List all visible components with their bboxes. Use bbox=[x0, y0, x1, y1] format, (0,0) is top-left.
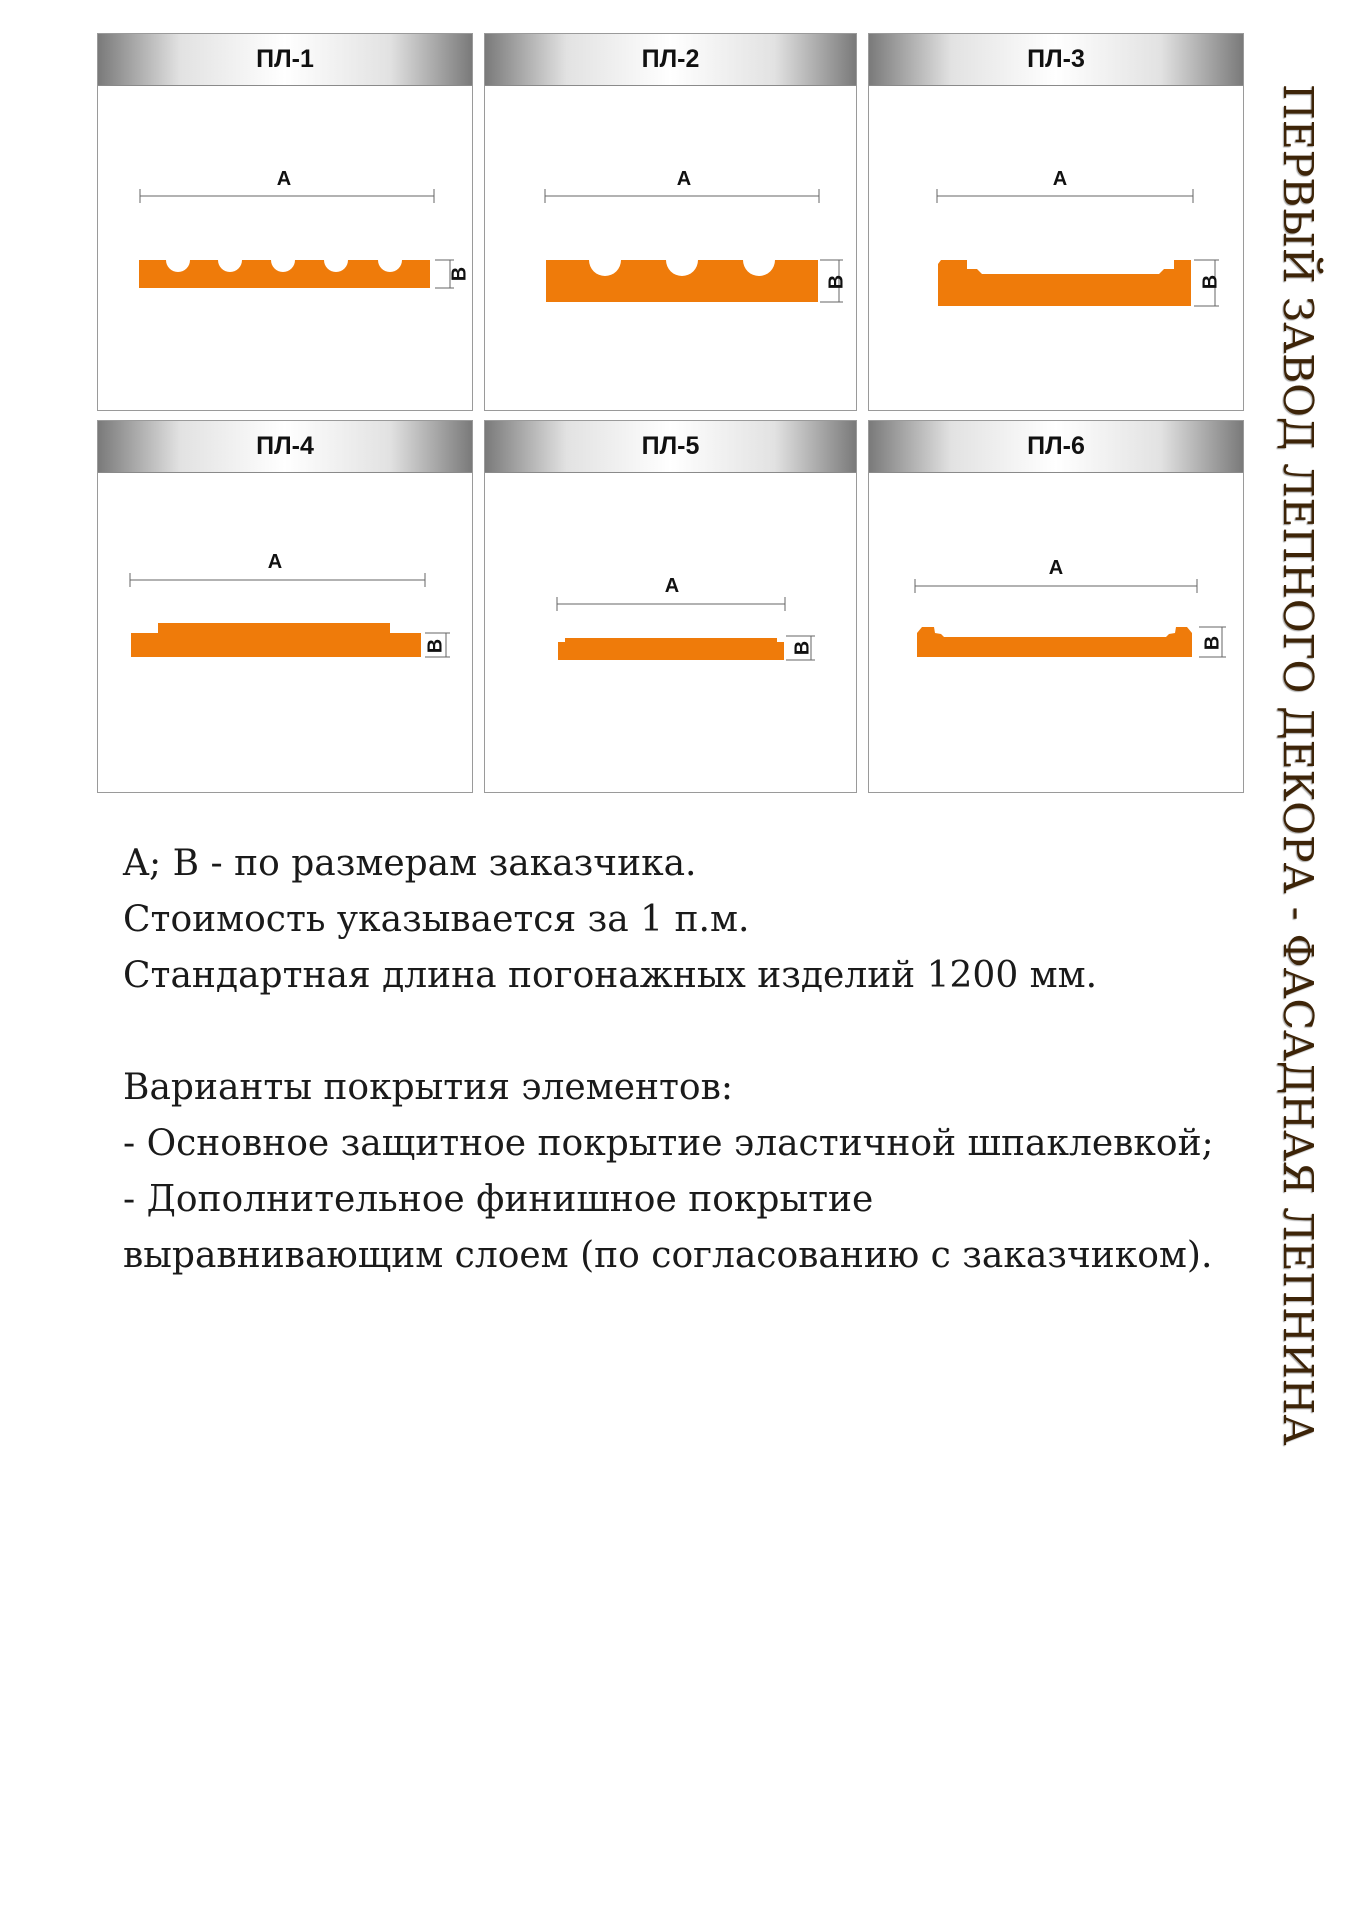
coating-title: Варианты покрытия элементов: bbox=[123, 1067, 733, 1108]
dimension-a-label: A bbox=[1048, 557, 1064, 579]
dimension-b-label: B bbox=[424, 638, 447, 654]
profile-shape bbox=[546, 260, 818, 302]
profile-grid bbox=[97, 33, 1244, 791]
coating-option-1: - Основное защитное покрытие эластичной шпаклевкой; bbox=[123, 1123, 1214, 1164]
profile-title: ПЛ-1 bbox=[98, 34, 472, 86]
profile-shape bbox=[938, 260, 1191, 306]
profile-card-pl5 bbox=[484, 420, 857, 793]
length-note: Стандартная длина погонажных изделий 1200 мм. bbox=[123, 955, 1098, 996]
profile-drawing bbox=[869, 86, 1243, 410]
profile-card-pl6 bbox=[868, 420, 1244, 793]
profile-card-pl2 bbox=[484, 33, 857, 411]
profile-shape bbox=[131, 623, 421, 657]
profile-title: ПЛ-3 bbox=[869, 34, 1243, 86]
coating-option-2-cont: выравнивающим слоем (по согласованию с заказчиком). bbox=[123, 1235, 1213, 1276]
profile-card-pl4 bbox=[97, 420, 473, 793]
dimension-a-label: A bbox=[267, 551, 283, 573]
dimension-a-label: A bbox=[676, 168, 692, 190]
notes-text bbox=[123, 836, 1253, 1284]
profile-shape bbox=[917, 627, 1192, 657]
profile-title: ПЛ-6 bbox=[869, 421, 1243, 473]
profile-title: ПЛ-2 bbox=[485, 34, 856, 86]
profile-drawing bbox=[98, 86, 472, 410]
profile-card-pl3 bbox=[868, 33, 1244, 411]
profile-card-pl1 bbox=[97, 33, 473, 411]
profile-drawing bbox=[869, 473, 1243, 792]
profile-drawing bbox=[98, 473, 472, 792]
dimension-b-label: B bbox=[448, 266, 471, 282]
dimension-a-label: A bbox=[664, 575, 680, 597]
profile-drawing bbox=[485, 86, 856, 405]
dimension-b-label: B bbox=[1201, 635, 1224, 651]
dimension-b-label: B bbox=[825, 274, 848, 290]
dimension-b-label: B bbox=[791, 640, 814, 656]
profile-title: ПЛ-4 bbox=[98, 421, 472, 473]
side-banner bbox=[1268, 84, 1328, 1856]
profile-title: ПЛ-5 bbox=[485, 421, 856, 473]
profile-shape bbox=[139, 260, 430, 288]
dimensions-note: A; B - по размерам заказчика. bbox=[123, 843, 697, 884]
dimension-a-label: A bbox=[276, 168, 292, 190]
side-title: ПЕРВЫЙ ЗАВОД ЛЕПНОГО ДЕКОРА - ФАСАДНАЯ ЛЕПНИНА bbox=[1274, 84, 1322, 1446]
dimension-b-label: B bbox=[1199, 274, 1222, 290]
dimension-a-label: A bbox=[1052, 168, 1068, 190]
price-note: Стоимость указывается за 1 п.м. bbox=[123, 899, 750, 940]
profile-drawing bbox=[485, 473, 856, 792]
profile-shape bbox=[558, 638, 784, 660]
coating-option-2: - Дополнительное финишное покрытие bbox=[123, 1179, 874, 1220]
